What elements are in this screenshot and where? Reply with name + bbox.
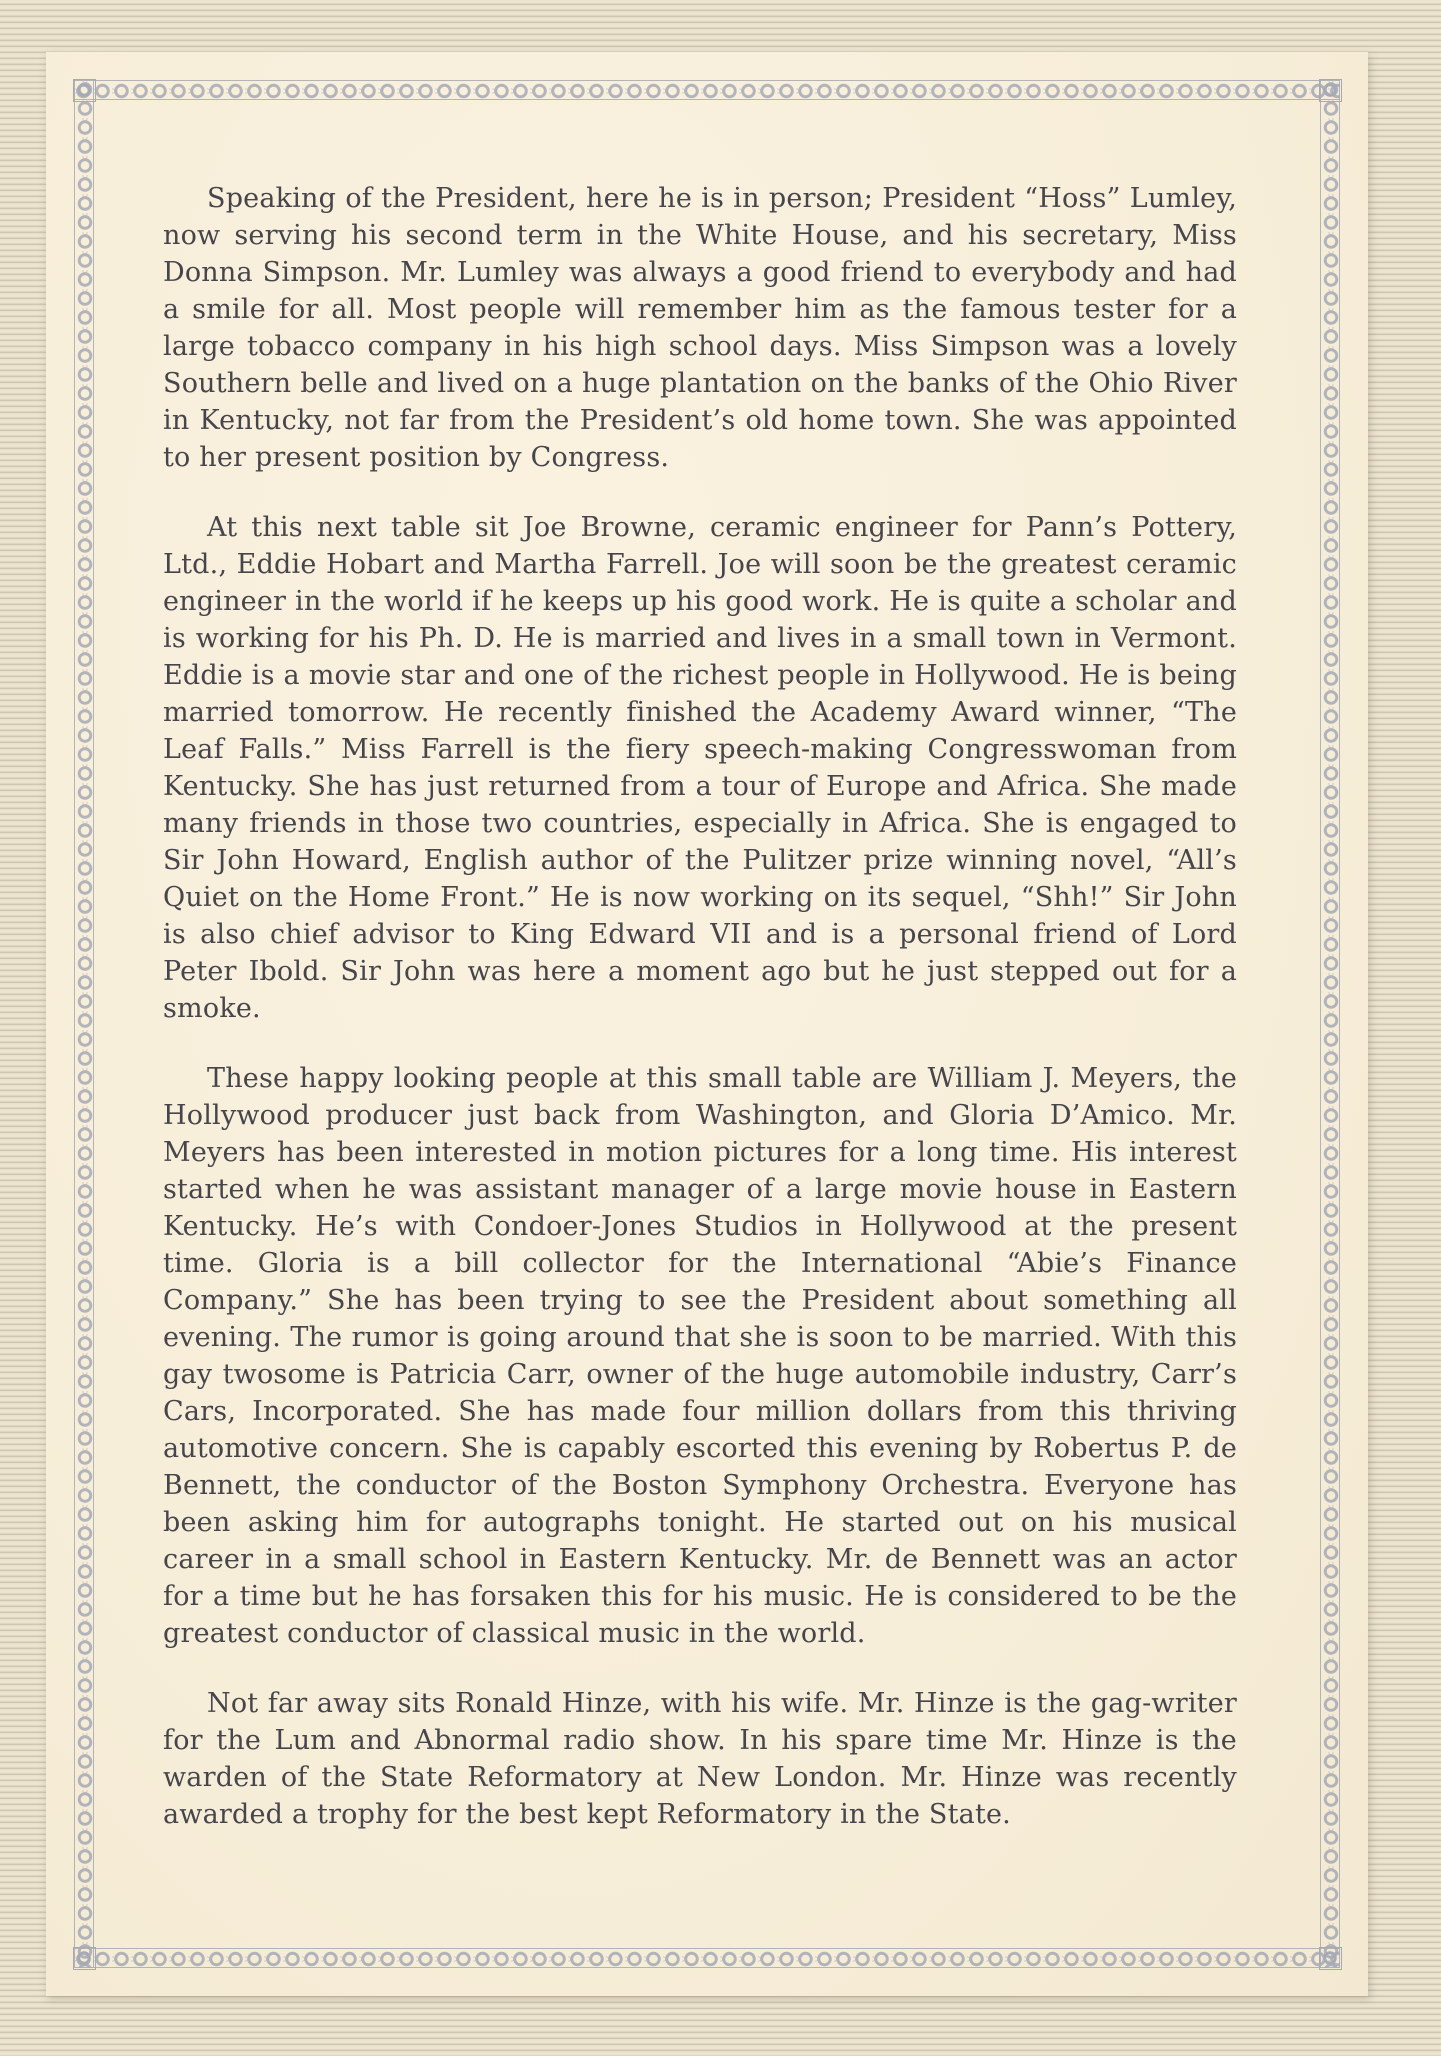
border-corner-bottom-right	[1319, 1947, 1342, 1970]
paragraph-meyers-damico-table: These happy looking people at this small table are William J. Meyers, the Hollywood producer just back from Washington, and Gloria D’Amico. Mr. Meyers has been interested in motion pictures for a long time. His interest started when he was assistant manager of a large movie house in Eastern Kentucky. He’s with Condoer-Jones Studios in Hollywood at the present time. Gloria is a bill collector for the International “Abie’s Finance Company.” She has been trying to see the President about something all evening. The rumor is going around that she is soon to be married. With this gay twosome is Patricia Carr, owner of the huge automobile industry, Carr’s Cars, Incorporated. She has made four million dollars from this thriving automotive concern. She is capably escorted this evening by Robertus P. de Bennett, the conductor of the Boston Symphony Orchestra. Everyone has been asking him for autographs tonight. He started out on his musical career in a small school in Eastern Kentucky. Mr. de Bennett was an actor for a time but he has forsaken this for his music. He is considered to be the greatest conductor of classical music in the world.	[163, 1063, 1237, 1649]
page-body-text	[163, 180, 1237, 1833]
book-page	[46, 52, 1368, 1996]
border-corner-top-right	[1319, 79, 1342, 102]
border-right-egg-and-dart	[1320, 80, 1340, 1968]
paragraph-joe-browne-table: At this next table sit Joe Browne, ceramic engineer for Pann’s Pottery, Ltd., Eddie Hobart and Martha Farrell. Joe will soon be the greatest ceramic engineer in the world if he keeps up his good work. He is quite a scholar and is working for his Ph. D. He is married and lives in a small town in Vermont. Eddie is a movie star and one of the richest people in Hollywood. He is being married tomorrow. He recently finished the Academy Award winner, “The Leaf Falls.” Miss Farrell is the fiery speech-making Congresswoman from Kentucky. She has just returned from a tour of Europe and Africa. She made many friends in those two countries, especially in Africa. She is engaged to Sir John Howard, English author of the Pulitzer prize winning novel, “All’s Quiet on the Home Front.” He is now working on its sequel, “Shh!” Sir John is also chief advisor to King Edward VII and is a personal friend of Lord Peter Ibold. Sir John was here a moment ago but he just stepped out for a smoke.	[163, 512, 1237, 1024]
paragraph-president-lumley: Speaking of the President, here he is in person; President “Hoss” Lumley, now serving his second term in the White House, and his secretary, Miss Donna Simpson. Mr. Lumley was always a good friend to everybody and had a smile for all. Most people will remember him as the famous tester for a large tobacco company in his high school days. Miss Simpson was a lovely Southern belle and lived on a huge plantation on the banks of the Ohio River in Kentucky, not far from the President’s old home town. She was appointed to her present position by Congress.	[163, 183, 1237, 473]
border-corner-top-left	[73, 79, 96, 102]
border-corner-bottom-left	[73, 1947, 96, 1970]
paragraph-ronald-hinze: Not far away sits Ronald Hinze, with his wife. Mr. Hinze is the gag-writer for the Lum and Abnormal radio show. In his spare time Mr. Hinze is the warden of the State Reformatory at New London. Mr. Hinze was recently awarded a trophy for the best kept Reformatory in the State.	[163, 1688, 1237, 1830]
border-top-egg-and-dart	[74, 80, 1340, 100]
border-bottom-egg-and-dart	[74, 1948, 1340, 1968]
border-left-egg-and-dart	[74, 80, 94, 1968]
